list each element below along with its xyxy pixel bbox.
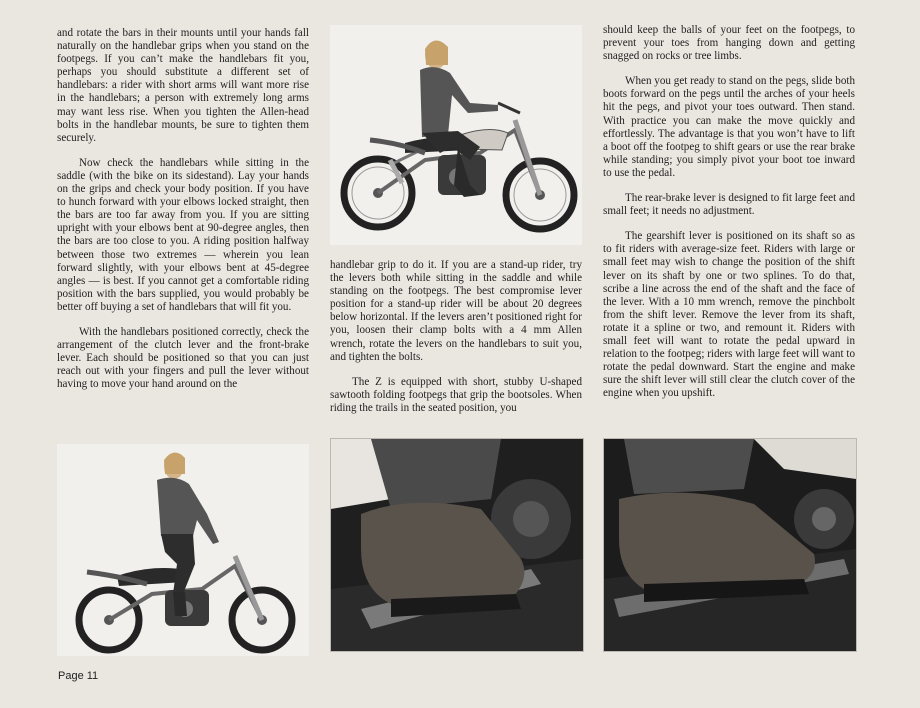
photo-boot-footpeg-seated [330,438,584,652]
paragraph: The Z is equipped with short, stubby U-shaped sawtooth folding footpegs that grip the bootsoles. When riding the trails in the seated position, you [330,375,582,414]
text-column-3 [603,24,855,412]
page-number: Page 11 [58,670,99,682]
photo-rider-seated [330,25,582,245]
text-column-1 [57,27,309,403]
photo-boot-footpeg-standing [603,438,857,652]
paragraph: handlebar grip to do it. If you are a stand-up rider, try the levers both while sitting in the saddle and while standing on the footpegs. The best compromise lever position for a stand-up rider will be about 20 degrees below horizontal. If the levers aren’t positioned right for you, loosen their clamp bolts with a 4 mm Allen wrench, rotate the levers on the handlebars to suit you, and tighten the bolts. [330,259,582,363]
paragraph: The rear-brake lever is designed to fit large feet and small feet; it needs no adjustment. [603,192,855,218]
paragraph: should keep the balls of your feet on the footpegs, to prevent your toes from hanging down and getting snagged on rocks or tree limbs. [603,24,855,63]
text-column-2 [330,259,582,427]
paragraph: Now check the handlebars while sitting in the saddle (with the bike on its sidestand). Lay your hands on the grips and check your body position. If you have to hunch forward with your elbows locked straight, then the bars are too far away from you. If you are sitting upright with your elbows bent at 90-degree angles, then the bars are too close to you. A riding position halfway between those two extremes — wherein you lean forward slightly, with your elbows bent at 45-degree angles — is best. If you cannot get a comfortable riding position with the bars supplied, you would probably be better off buying a set of handlebars that will fit you. [57,156,309,313]
paragraph: and rotate the bars in their mounts until your hands fall naturally on the handlebar grips when you stand on the footpegs. If you can’t make the handlebars fit you, perhaps you should substitute a different set of handlebars: a rider with short arms will want more rise in the handlebars; a person with extremely long arms may want less rise. When you tighten the Allen-head bolts in the handlebar mounts, be sure to tighten them securely. [57,27,309,144]
photo-rider-standing [57,444,309,656]
paragraph: With the handlebars positioned correctly, check the arrangement of the clutch lever and the front-brake lever. Each should be positioned so that you can just reach out with your fingers and pull the lever without having to move your hand around on the [57,325,309,391]
paragraph: When you get ready to stand on the pegs, slide both boots forward on the pegs until the arches of your heels hit the pegs, and pivot your toes outward. Then stand. With practice you can make the move quickly and effortlessly. The advantage is that you won’t have to lift a boot off the footpeg to shift gears or use the rear brake while standing; you simply pivot your boot toe inward to use the pedal. [603,75,855,179]
paragraph: The gearshift lever is positioned on its shaft so as to fit riders with average-size feet. Riders with large or small feet may wish to change the position of the shift lever on its shaft by one or two splines. To do that, scribe a line across the end of the shaft and the face of the lever. With a 10 mm wrench, remove the pinchbolt from the shift lever. Remove the lever from its shaft, rotate it a spline or two, and remount it. Riders with small feet will want to rotate the pedal upward in relation to the footpeg; riders with large feet will want to rotate the pedal downward. Start the engine and make sure the shift lever will still clear the clutch cover of the engine when you upshift. [603,230,855,400]
